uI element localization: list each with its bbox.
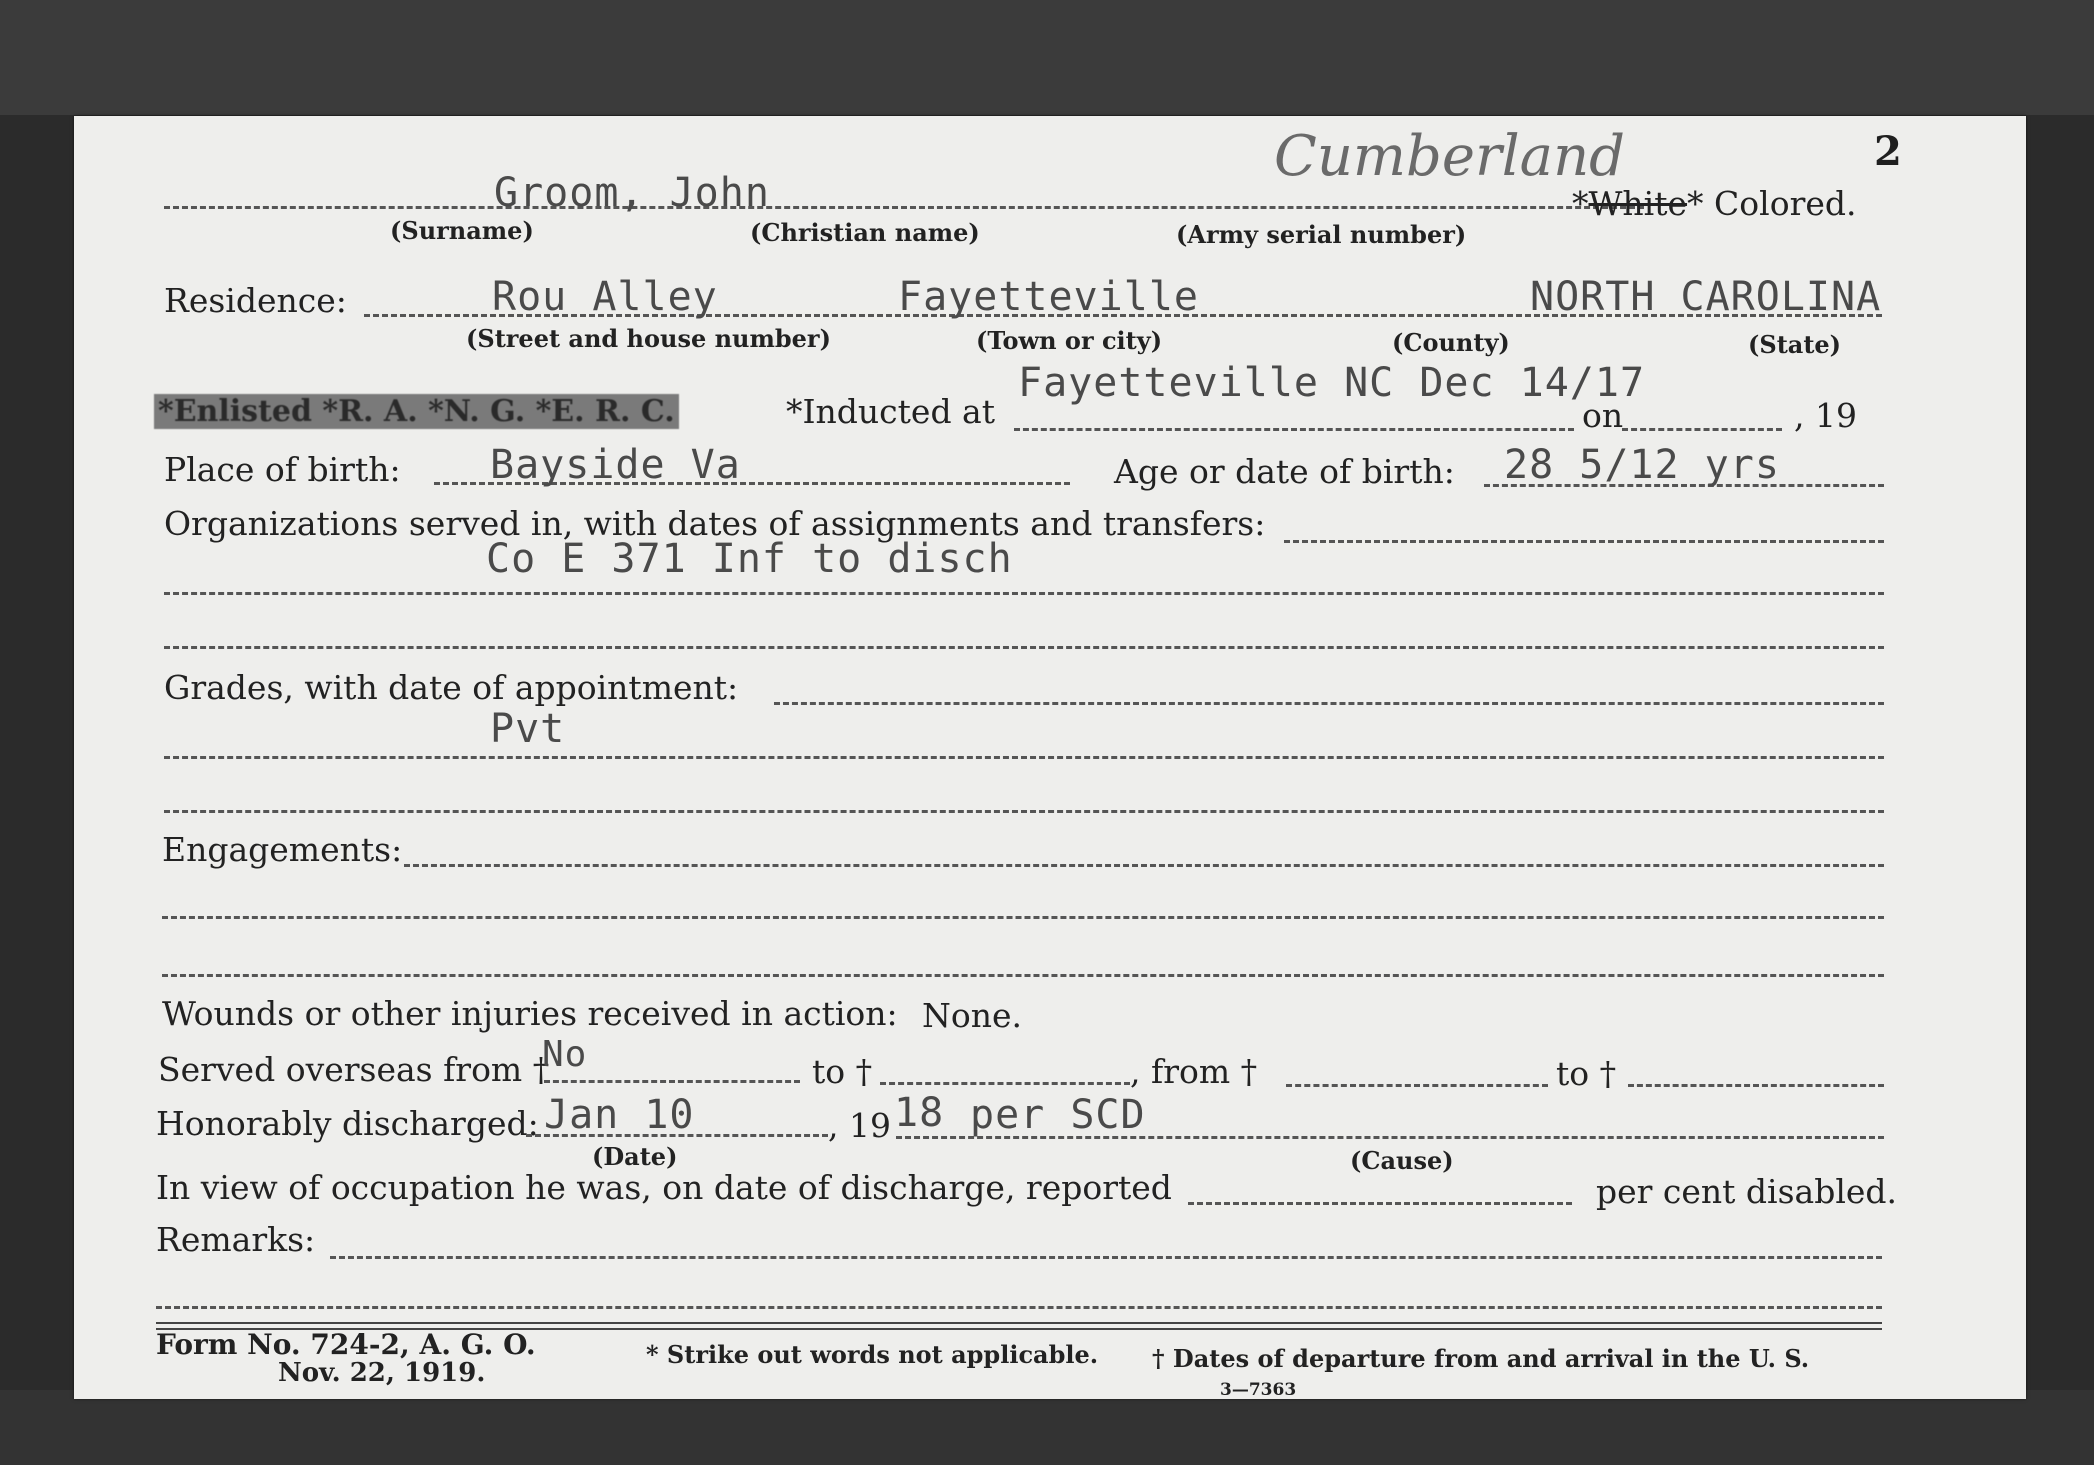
caption-street: (Street and house number)	[466, 324, 831, 353]
top-background	[0, 0, 2094, 115]
disability-line	[1188, 1202, 1572, 1205]
grades-line-2	[164, 756, 1884, 759]
caption-state: (State)	[1748, 330, 1842, 359]
name-value: Groom, John	[494, 170, 770, 216]
disability-label: In view of occupation he was, on date of discharge, reported	[156, 1168, 1172, 1207]
residence-state: NORTH CAROLINA	[1530, 274, 1882, 320]
discharge-date: Jan 10	[544, 1092, 695, 1138]
overseas-from-2: , from †	[1130, 1052, 1258, 1091]
engagements-line-2	[162, 916, 1884, 919]
overseas-value: No	[542, 1034, 588, 1075]
inducted-on-line	[1622, 428, 1782, 431]
organizations-value: Co E 371 Inf to disch	[486, 536, 1013, 582]
overseas-to-2: to †	[1556, 1054, 1617, 1093]
inducted-line	[1014, 428, 1574, 431]
engagements-label: Engagements:	[162, 830, 403, 869]
inducted-on: on	[1582, 396, 1624, 435]
footer-rule-1	[156, 1322, 1882, 1324]
discharge-year: 18	[894, 1090, 945, 1136]
age-label: Age or date of birth:	[1114, 452, 1455, 491]
discharge-year-prefix: , 19	[828, 1106, 891, 1145]
grades-line-1	[774, 702, 1884, 705]
overseas-from-line-2	[1286, 1084, 1548, 1087]
organizations-line-1	[1284, 540, 1884, 543]
residence-town: Fayetteville	[898, 274, 1199, 320]
overseas-to-line-2	[1628, 1084, 1884, 1087]
residence-street: Rou Alley	[492, 274, 718, 320]
residence-label: Residence:	[164, 281, 347, 320]
page-number: 2	[1874, 128, 1902, 175]
overseas-from-line	[544, 1080, 800, 1083]
overseas-label: Served overseas from †	[158, 1050, 550, 1089]
caption-date: (Date)	[592, 1142, 678, 1171]
remarks-line-2	[156, 1306, 1882, 1309]
grades-value: Pvt	[490, 706, 566, 752]
organizations-line-2	[164, 592, 1884, 595]
organizations-label: Organizations served in, with dates of assignments and transfers:	[164, 504, 1266, 543]
inducted-year: , 19	[1794, 396, 1857, 435]
remarks-label: Remarks:	[156, 1220, 316, 1259]
name-line	[164, 206, 1644, 209]
caption-serial: (Army serial number)	[1176, 220, 1467, 249]
bottom-background	[0, 1390, 2094, 1465]
overseas-to-1: to †	[812, 1052, 873, 1091]
caption-town: (Town or city)	[976, 326, 1163, 355]
race-options: *White* Colored.	[1572, 184, 1857, 223]
enlistment-struck: *Enlisted *R. A. *N. G. *E. R. C.	[154, 394, 679, 429]
inducted-label: *Inducted at	[786, 392, 995, 431]
birthplace-value: Bayside Va	[490, 442, 741, 488]
record-card	[74, 116, 2026, 1399]
race-white: White	[1588, 184, 1688, 223]
disability-suffix: per cent disabled.	[1596, 1172, 1898, 1211]
wounds-label: Wounds or other injuries received in action:	[162, 994, 898, 1033]
footer-note-strike: * Strike out words not applicable.	[646, 1340, 1099, 1369]
engagements-line-1	[404, 864, 1884, 867]
birthplace-label: Place of birth:	[164, 450, 401, 489]
discharge-label: Honorably discharged:	[156, 1104, 539, 1143]
caption-cause: (Cause)	[1350, 1146, 1454, 1175]
caption-christian: (Christian name)	[750, 218, 980, 247]
print-code: 3—7363	[1220, 1380, 1297, 1400]
engagements-line-3	[162, 974, 1884, 977]
age-value: 28 5/12 yrs	[1504, 442, 1780, 488]
race-colored: Colored.	[1714, 184, 1857, 223]
grades-label: Grades, with date of appointment:	[164, 668, 739, 707]
caption-surname: (Surname)	[390, 216, 534, 245]
county-handwritten: Cumberland	[1274, 124, 1625, 189]
wounds-value: None.	[922, 996, 1023, 1035]
grades-line-3	[164, 810, 1884, 813]
footer-note-dates: † Dates of departure from and arrival in the U. S.	[1152, 1344, 1810, 1373]
remarks-line-1	[330, 1256, 1882, 1259]
organizations-line-3	[164, 646, 1884, 649]
overseas-to-line-1	[880, 1082, 1130, 1085]
caption-county: (County)	[1392, 328, 1510, 357]
form-number: Form No. 724-2, A. G. O.	[156, 1328, 536, 1361]
form-date: Nov. 22, 1919.	[278, 1358, 486, 1388]
discharge-cause: per SCD	[970, 1092, 1146, 1138]
inducted-value: Fayetteville NC Dec 14/17	[1018, 360, 1646, 406]
